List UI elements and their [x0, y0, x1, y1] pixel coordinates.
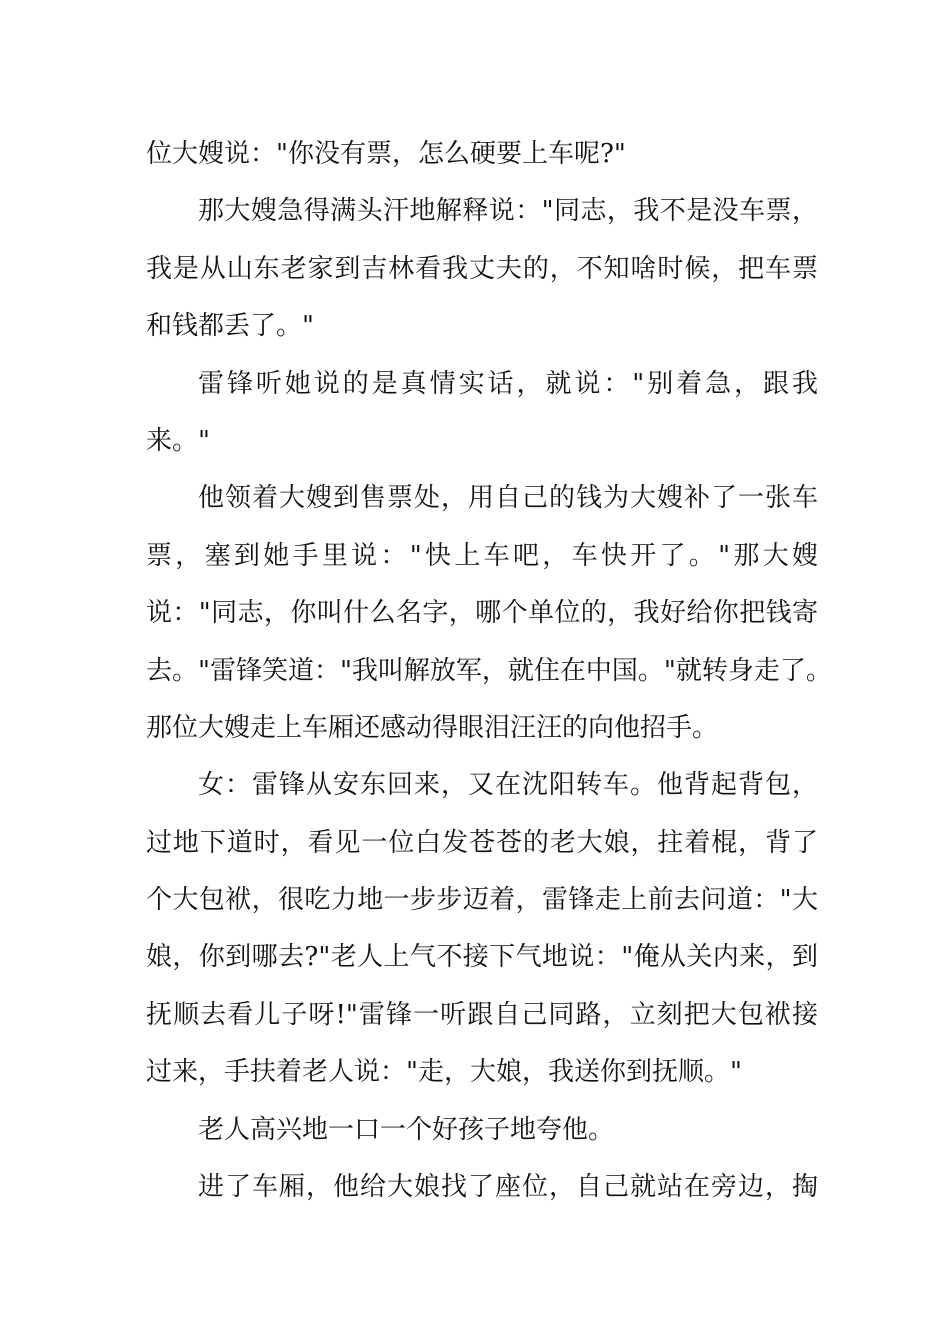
- text-line: 雷锋听她说的是真情实话，就说："别着急，跟我: [198, 368, 818, 399]
- text-line: 说："同志，你叫什么名字，哪个单位的，我好给你把钱寄: [146, 598, 818, 629]
- text-line: 抚顺去看儿子呀!"雷锋一听跟自己同路，立刻把大包袱接: [146, 999, 818, 1030]
- text-line: 那大嫂急得满头汗地解释说："同志，我不是没车票，: [198, 196, 818, 227]
- text-line: 位大嫂说："你没有票，怎么硬要上车呢?": [146, 139, 626, 169]
- text-line: 个大包袱，很吃力地一步步迈着，雷锋走上前去问道："大: [146, 885, 818, 916]
- text-line: 老人高兴地一口一个好孩子地夸他。: [198, 1114, 615, 1145]
- text-line: 去。"雷锋笑道："我叫解放军，就住在中国。"就转身走了。: [146, 655, 832, 686]
- text-line: 进了车厢，他给大娘找了座位，自己就站在旁边，掏: [198, 1172, 818, 1203]
- text-line: 过来，手扶着老人说："走，大娘，我送你到抚顺。": [146, 1057, 742, 1088]
- text-line: 票，塞到她手里说："快上车吧，车快开了。"那大嫂: [146, 540, 818, 571]
- document-body: [146, 126, 832, 1216]
- text-line: 过地下道时，看见一位白发苍苍的老大娘，拄着棍，背了: [146, 827, 818, 858]
- text-line: 娘，你到哪去?"老人上气不接下气地说："俺从关内来，到: [146, 942, 818, 973]
- text-line: 我是从山东老家到吉林看我丈夫的，不知啥时候，把车票: [146, 253, 818, 284]
- text-line: 来。": [146, 425, 210, 456]
- text-line: 他领着大嫂到售票处，用自己的钱为大嫂补了一张车: [198, 483, 818, 514]
- text-line: 那位大嫂走上车厢还感动得眼泪汪汪的向他招手。: [146, 712, 719, 743]
- text-line: 和钱都丢了。": [146, 311, 314, 342]
- text-line: 女：雷锋从安东回来，又在沈阳转车。他背起背包，: [198, 770, 818, 801]
